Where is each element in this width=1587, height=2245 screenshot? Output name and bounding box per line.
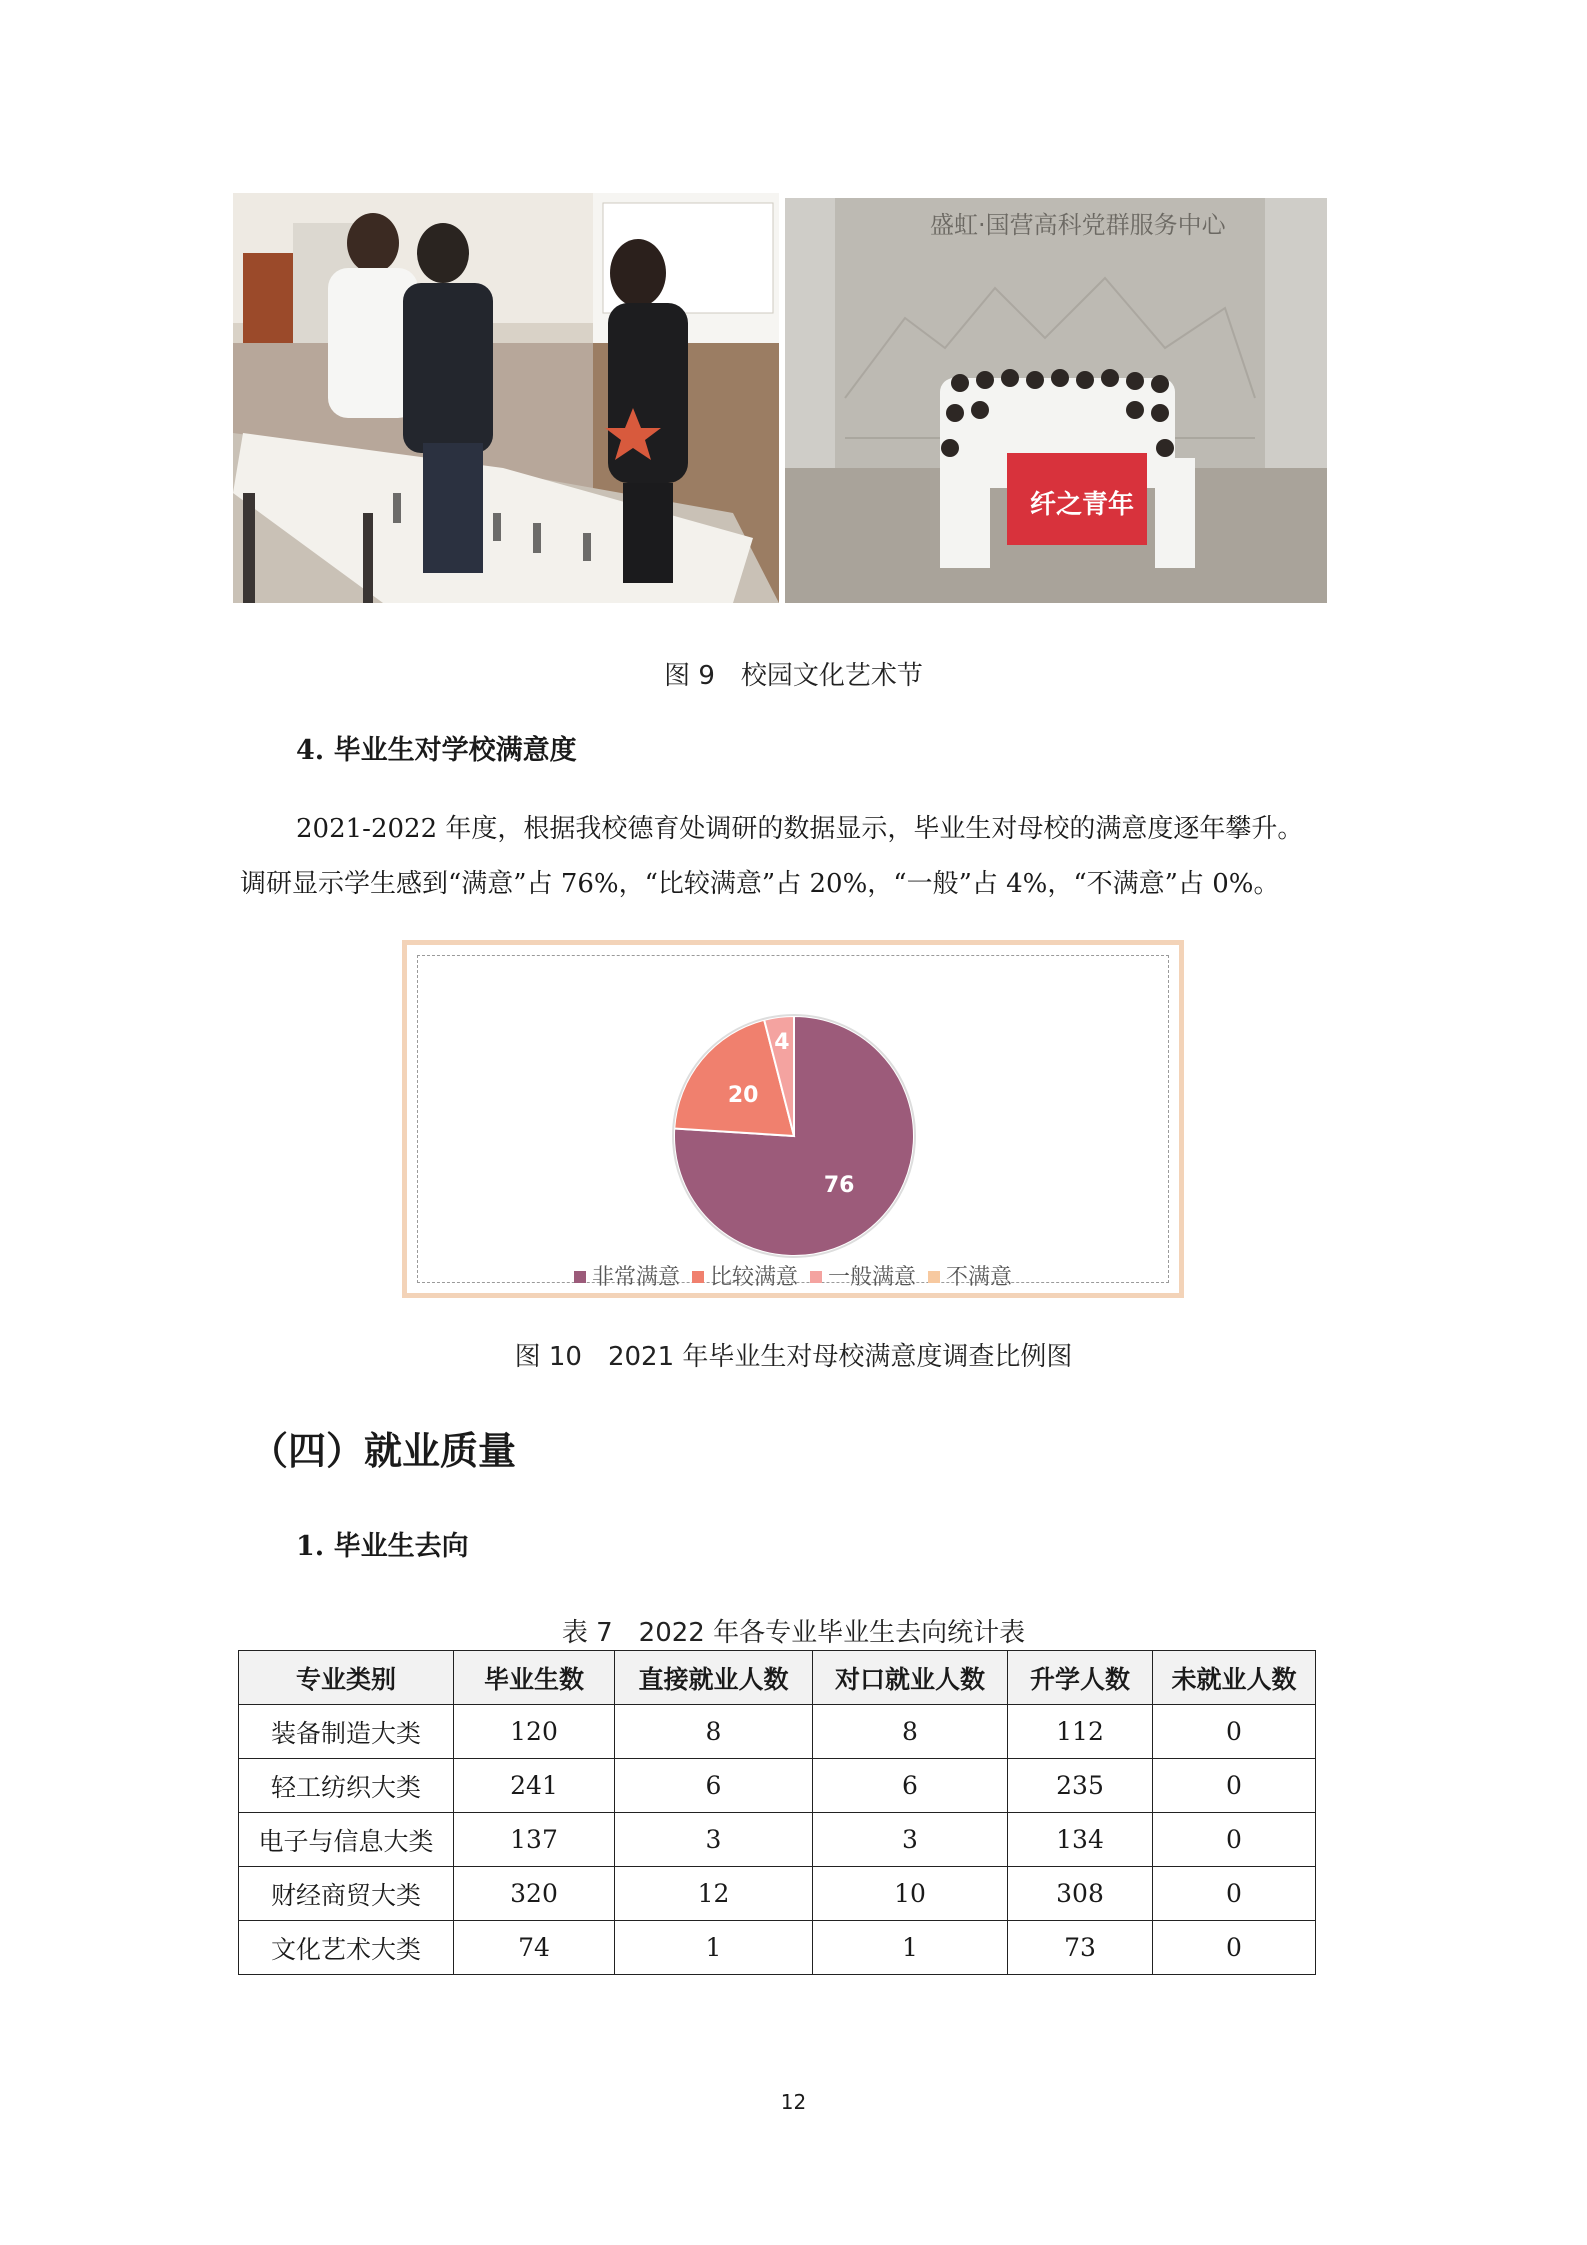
- table-header-cell: 专业类别: [239, 1651, 454, 1705]
- table-cell: 120: [454, 1705, 615, 1759]
- legend-item: [928, 1260, 1012, 1291]
- table-cell: 74: [454, 1921, 615, 1975]
- chart-legend: [418, 1260, 1168, 1291]
- graduate-destination-table: [238, 1650, 1316, 1975]
- pie-data-label: 4: [774, 1029, 790, 1055]
- legend-item: [810, 1260, 916, 1291]
- table-cell: 112: [1008, 1705, 1153, 1759]
- table-header-row: [239, 1651, 1316, 1705]
- table-row: [239, 1867, 1316, 1921]
- table-cell: 134: [1008, 1813, 1153, 1867]
- group-photo: [785, 198, 1327, 603]
- table-header-cell: 升学人数: [1008, 1651, 1153, 1705]
- table-cell: 308: [1008, 1867, 1153, 1921]
- pie-data-label: 20: [727, 1082, 759, 1108]
- satisfaction-para-line1: 2021-2022 年度，根据我校德育处调研的数据显示，毕业生对母校的满意度逐年攀升。: [296, 814, 1304, 844]
- table-cell: 财经商贸大类: [239, 1867, 454, 1921]
- table-row: [239, 1813, 1316, 1867]
- table-cell: 6: [813, 1759, 1008, 1813]
- table-cell: 1: [813, 1921, 1008, 1975]
- legend-swatch: [692, 1271, 704, 1283]
- table-cell: 轻工纺织大类: [239, 1759, 454, 1813]
- table-cell: 137: [454, 1813, 615, 1867]
- legend-label: 一般满意: [828, 1265, 917, 1290]
- satisfaction-chart: [402, 940, 1184, 1298]
- legend-swatch: [810, 1271, 822, 1283]
- pie-chart-svg: [418, 956, 1170, 1286]
- table-cell: 0: [1153, 1867, 1316, 1921]
- table-cell: 12: [615, 1867, 813, 1921]
- satisfaction-heading: 4. 毕业生对学校满意度: [296, 735, 577, 766]
- satisfaction-para-line2: 调研显示学生感到“满意”占 76%，“比较满意”占 20%，“一般”占 4%，“不满意”占 0%。: [240, 869, 1280, 899]
- satisfaction-paragraph: [240, 802, 1350, 912]
- wall-text: 盛虹·国营高科党群服务中心: [930, 211, 1226, 239]
- legend-swatch: [928, 1271, 940, 1283]
- legend-item: [692, 1260, 798, 1291]
- legend-swatch: [574, 1271, 586, 1283]
- table-cell: 8: [615, 1705, 813, 1759]
- table-cell: 装备制造大类: [239, 1705, 454, 1759]
- table-cell: 文化艺术大类: [239, 1921, 454, 1975]
- figure10-caption: 图 10 2021 年毕业生对母校满意度调查比例图: [514, 1342, 1073, 1372]
- pie-data-label: 76: [823, 1173, 855, 1199]
- table-header-cell: 未就业人数: [1153, 1651, 1316, 1705]
- legend-item: [574, 1260, 680, 1291]
- table-header-cell: 对口就业人数: [813, 1651, 1008, 1705]
- table-cell: 3: [813, 1813, 1008, 1867]
- banner-text: 纤之青年: [1030, 490, 1135, 520]
- destination-heading: 1. 毕业生去向: [296, 1531, 469, 1562]
- table-header-cell: 毕业生数: [454, 1651, 615, 1705]
- chart-plot-area: [417, 955, 1169, 1290]
- table-cell: 6: [615, 1759, 813, 1813]
- table-cell: 73: [1008, 1921, 1153, 1975]
- table-cell: 0: [1153, 1705, 1316, 1759]
- table7-caption: 表 7 2022 年各专业毕业生去向统计表: [561, 1618, 1026, 1648]
- legend-label: 非常满意: [591, 1265, 680, 1290]
- table-cell: 0: [1153, 1921, 1316, 1975]
- table-row: [239, 1921, 1316, 1975]
- figure9-caption: 图 9 校园文化艺术节: [664, 661, 923, 691]
- page-number: 12: [780, 2090, 807, 2114]
- table-cell: 3: [615, 1813, 813, 1867]
- table-cell: 0: [1153, 1759, 1316, 1813]
- calligraphy-photo: [233, 193, 779, 603]
- table-cell: 1: [615, 1921, 813, 1975]
- table-cell: 电子与信息大类: [239, 1813, 454, 1867]
- table-cell: 0: [1153, 1813, 1316, 1867]
- legend-label: 比较满意: [709, 1265, 798, 1290]
- table-cell: 10: [813, 1867, 1008, 1921]
- section4-title: （四）就业质量: [250, 1428, 517, 1473]
- table-cell: 241: [454, 1759, 615, 1813]
- table-cell: 235: [1008, 1759, 1153, 1813]
- table-row: [239, 1759, 1316, 1813]
- table-row: [239, 1705, 1316, 1759]
- table-cell: 320: [454, 1867, 615, 1921]
- legend-label: 不满意: [946, 1265, 1013, 1290]
- table-header-cell: 直接就业人数: [615, 1651, 813, 1705]
- table-cell: 8: [813, 1705, 1008, 1759]
